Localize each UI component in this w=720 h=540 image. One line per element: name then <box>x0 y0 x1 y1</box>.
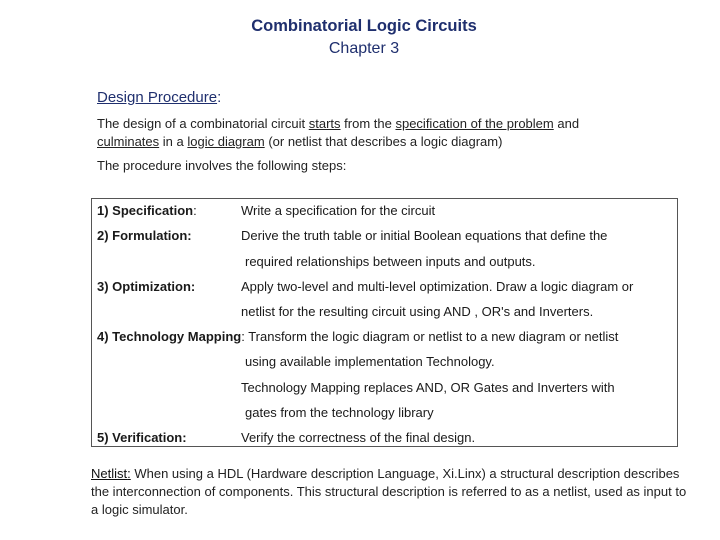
step-1-label: 1) Specification: <box>97 203 197 218</box>
netlist-term: Netlist <box>91 466 128 481</box>
step-4-label: 4) Technology Mapping <box>97 329 242 344</box>
step-2-label: 2) Formulation: <box>97 228 192 243</box>
step-4-desc-line-1: : Transform the logic diagram or netlist to a new diagram or netlist <box>241 329 619 344</box>
step-5-desc: Verify the correctness of the final design. <box>241 430 476 445</box>
step-4-line-1 <box>97 329 618 344</box>
step-5-label: 5) Verification: <box>97 430 187 445</box>
intro-text-2: from the <box>344 116 392 131</box>
page-subtitle: Chapter 3 <box>328 40 400 57</box>
step-2-desc-line-1: Derive the truth table or initial Boolean equations that define the <box>241 228 608 243</box>
intro-paragraph <box>97 115 642 151</box>
netlist-colon: : <box>127 466 131 481</box>
intro-specification: specification of the problem <box>395 116 554 131</box>
intro-logic-diagram: logic diagram <box>187 134 265 149</box>
procedure-intro: The procedure involves the following steps: <box>97 158 347 173</box>
intro-text-5: (or netlist that describes a logic diagram) <box>268 134 503 149</box>
intro-starts: starts <box>308 116 341 131</box>
intro-text-1: The design of a combinatorial circuit <box>97 116 306 131</box>
section-heading-suffix: : <box>217 89 222 106</box>
step-4-desc-line-4: gates from the technology library <box>245 405 434 420</box>
netlist-paragraph <box>91 465 691 519</box>
step-3-label: 3) Optimization: <box>97 279 196 294</box>
section-heading-label: Design Procedure <box>97 89 218 106</box>
netlist-text: When using a HDL (Hardware description Language, Xi.Linx) a structural description describes the interconnection of components. This structural description is referred to as a netlist, used as input to a logic simulator. <box>91 466 687 517</box>
section-heading <box>97 89 221 106</box>
step-3-desc-line-2: netlist for the resulting circuit using AND , OR's and Inverters. <box>241 304 594 319</box>
intro-text-4: in a <box>162 134 184 149</box>
step-4-desc-line-2: using available implementation Technology. <box>245 354 495 369</box>
step-3-desc-line-1: Apply two-level and multi-level optimization. Draw a logic diagram or <box>241 279 634 294</box>
step-1-desc: Write a specification for the circuit <box>241 203 436 218</box>
page-title: Combinatorial Logic Circuits <box>251 17 477 35</box>
step-2-desc-line-2: required relationships between inputs and outputs. <box>245 254 536 269</box>
intro-culminates: culminates <box>97 134 160 149</box>
intro-text-3: and <box>557 116 580 131</box>
step-4-desc-line-3: Technology Mapping replaces AND, OR Gates and Inverters with <box>241 380 615 395</box>
